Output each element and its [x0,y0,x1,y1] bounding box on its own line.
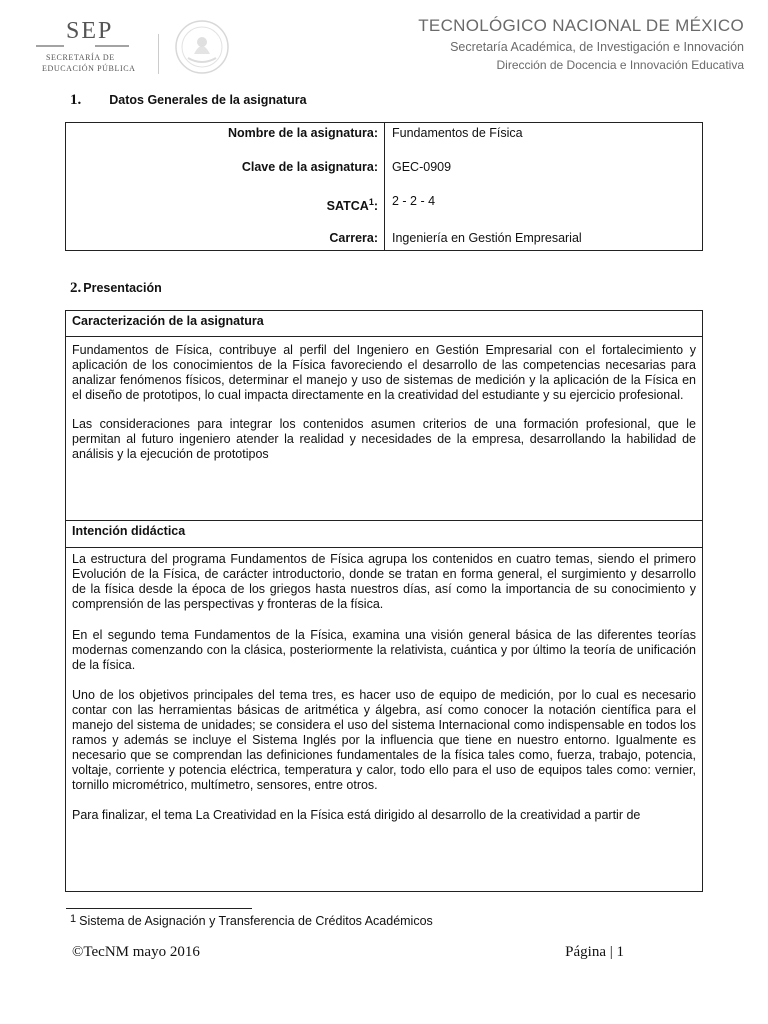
sep-logo-word: SEP [66,18,114,44]
presentation-table [65,310,703,892]
table-column-divider [384,123,385,250]
section-1-title: Datos Generales de la asignatura [109,93,307,107]
section-2-heading [70,280,162,297]
caracterizacion-paragraph-2: Las consideraciones para integrar los contenidos asumen criterios de una formación profesional, que le permitan al futuro ingeniero atender la realidad y necesidades de la empresa, desarrollando la habilidad de análisis y la ejecución de prototipos [72,417,696,461]
subject-code-value: GEC-0909 [392,160,452,174]
general-data-table [65,122,703,251]
career-label: Carrera: [329,231,378,245]
intencion-paragraph-1: La estructura del programa Fundamentos de Física agrupa los contenidos en cuatro temas, siendo el primero Evolución de la Física, de carácter introductorio, donde se tratan en forma general, el surgimiento y desarrollo de la física desde la época de los griegos hasta nuestros días, así como la importancia de su conocimiento y comprensión de las perspectivas y fronteras de la física. [72,552,696,611]
institution-name: TECNOLÓGICO NACIONAL DE MÉXICO [418,16,744,35]
satca-label [327,197,378,213]
table-row-divider [66,336,702,337]
subject-name-label: Nombre de la asignatura: [227,126,378,140]
table-row-divider [66,547,702,548]
section-1-number: 1. [70,92,82,108]
header-divider [158,34,159,74]
footnote-text: Sistema de Asignación y Transferencia de Créditos Académicos [79,914,433,928]
section-2-number: 2. [70,280,82,296]
intencion-title: Intención didáctica [72,524,186,538]
footnote-separator [66,908,252,909]
section-1-heading [70,92,307,109]
table-row-divider [66,520,702,521]
sep-logo-bar-left [36,45,64,47]
career-value: Ingeniería en Gestión Empresarial [392,231,582,245]
sep-subtitle-line2: EDUCACIÓN PÚBLICA [42,64,136,73]
footnote [70,913,433,928]
secretariat-name: Secretaría Académica, de Investigación e Innovación [450,40,744,54]
subject-name-value: Fundamentos de Física [392,126,523,140]
satca-label-colon: : [373,199,378,214]
footer-page-number: Página | 1 [565,944,624,960]
caracterizacion-title: Caracterización de la asignatura [72,314,264,328]
subject-code-label: Clave de la asignatura: [241,160,378,174]
sep-subtitle-line1: SECRETARÍA DE [46,53,115,62]
intencion-paragraph-4: Para finalizar, el tema La Creatividad en la Física está dirigido al desarrollo de la creatividad a partir de [72,808,641,822]
sep-logo-bar-right [95,45,129,47]
footnote-marker: 1 [70,913,77,925]
directorate-name: Dirección de Docencia e Innovación Educativa [496,58,744,72]
intencion-paragraph-3: Uno de los objetivos principales del tema tres, es hacer uso de equipo de medición, por lo cual es necesario contar con las herramientas básicas de aritmética y álgebra, así como conocer la notación científica para el manejo del sistema de unidades; se considera el uso del sistema Internacional como indispensable en todos los ramos y además se incluye el Sistema Inglés por la influencia que tiene en nuestro entorno. Igualmente es necesario que se comprendan las definiciones fundamentales de la física tales como, fuerza, trabajo, potencia, voltaje, corriente y potencia eléctrica, temperatura y calor, todo ello para el uso de equipos tales como: vernier, tornillo micrométrico, multímetro, sensores, entre otros. [72,688,696,792]
satca-value: 2 - 2 - 4 [392,194,436,208]
satca-footnote-marker: 1 [368,197,374,207]
section-2-title: Presentación [83,281,162,295]
satca-label-text: SATCA [326,199,369,214]
footer-copyright: ©TecNM mayo 2016 [72,944,200,960]
intencion-paragraph-2: En el segundo tema Fundamentos de la Física, examina una visión general básica de las diferentes teorías modernas comenzando con la clásica, posteriormente la relativista, cuántica y por último la teoría de unificación de la física. [72,628,696,672]
national-seal-icon [170,18,234,76]
caracterizacion-paragraph-1: Fundamentos de Física, contribuye al perfil del Ingeniero en Gestión Empresarial con el fortalecimiento y aplicación de los conocimientos de la Física favoreciendo el desarrollo de las competencias necesarias para analizar fenómenos físicos, determinar el manejo y uso de sistemas de medición y la aplicación de la Física en el diseño de prototipos, lo cual impacta directamente en la creatividad del estudiante y su ejercicio profesional. [72,343,696,402]
